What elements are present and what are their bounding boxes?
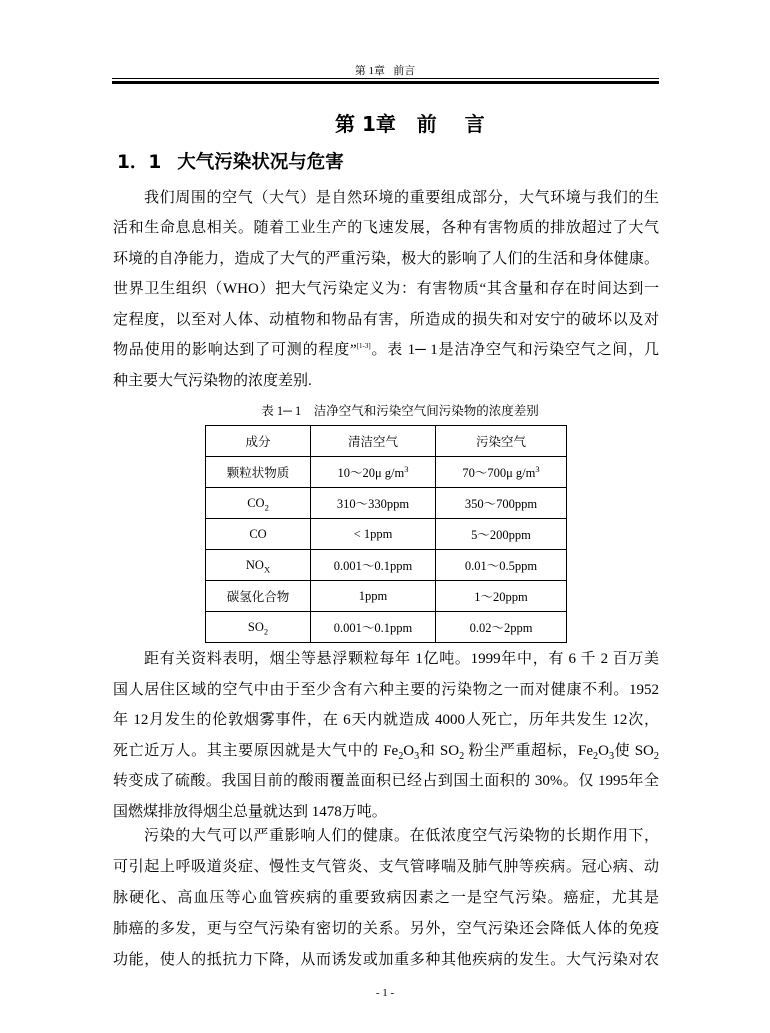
cell-text: < 1ppm xyxy=(353,526,393,541)
table-cell xyxy=(436,581,567,612)
paragraph-line: 环境的自净能力，造成了大气的严重污染，极大的影响了人们的生活和身体健康。 xyxy=(113,250,659,267)
subscript: 3 xyxy=(414,750,420,762)
table-cell xyxy=(311,612,436,643)
paragraph-line: 转变成了硫酸。我国目前的酸雨覆盖面积已经占到国土面积的 30%。仅 1995年全 xyxy=(113,773,659,789)
cell-text: 0.02～2ppm xyxy=(469,621,533,635)
header-rule-thin xyxy=(112,78,659,79)
table-cell xyxy=(206,519,311,550)
table-cell xyxy=(206,488,311,519)
subscript: 2 xyxy=(263,626,269,636)
subscript: 2 xyxy=(264,502,269,512)
superscript: 3 xyxy=(404,463,409,474)
table-row xyxy=(206,457,567,488)
paragraph-line: 国燃煤排放得烟尘总量就达到 1478万吨。 xyxy=(113,803,387,820)
table-cell xyxy=(206,581,311,612)
text-run: 。表 1─ 1是洁净空气和污染空气之间，几 xyxy=(370,342,659,358)
paragraph-line: 国人居住区域的空气中由于至少含有六种主要的污染物之一而对健康不利。1952 xyxy=(113,681,659,698)
table-cell xyxy=(311,550,436,581)
subscript: 2 xyxy=(398,750,404,762)
table-header-cell: 污染空气 xyxy=(436,426,567,457)
cell-text: CO xyxy=(247,495,265,510)
citation-reference: [1-3] xyxy=(356,342,371,350)
paragraph-line: 定程度，以至对人体、动植物和物品有害，所造成的损失和对安宁的破坏以及对 xyxy=(113,311,659,328)
paragraph-line: 世界卫生组织（WHO）把大气污染定义为：有害物质“其含量和存在时间达到一 xyxy=(113,281,659,297)
cell-text: 70～700μ g/m xyxy=(462,466,536,480)
table-header-cell: 成分 xyxy=(206,426,311,457)
text-run: 使 SO xyxy=(614,742,654,759)
paragraph-line xyxy=(113,335,659,366)
paragraph-line: 肺癌的多发，更与空气污染有密切的关系。另外，空气污染还会降低人体的免疫 xyxy=(113,921,659,937)
cell-text: CO xyxy=(249,526,267,541)
superscript: 3 xyxy=(535,463,540,474)
cell-text: 5～200ppm xyxy=(471,528,531,542)
subscript: X xyxy=(263,564,271,574)
table-cell xyxy=(436,612,567,643)
table-cell xyxy=(311,457,436,488)
cell-text: 颗粒状物质 xyxy=(226,466,290,480)
paragraph-line: 我们周围的空气（大气）是自然环境的重要组成部分，大气环境与我们的生 xyxy=(144,189,659,206)
subscript: 2 xyxy=(459,750,465,762)
paragraph-line: 距有关资料表明，烟尘等悬浮颗粒每年 1亿吨。1999年中，有 6 千 2 百万美 xyxy=(144,651,659,667)
cell-text: 0.001～0.1ppm xyxy=(333,559,413,573)
table-cell xyxy=(436,519,567,550)
table-row xyxy=(206,488,567,519)
cell-text: NO xyxy=(245,557,264,572)
cell-text: 1～20ppm xyxy=(474,590,528,604)
section-heading xyxy=(117,151,344,175)
text-run: 粉尘严重超标，Fe xyxy=(464,742,594,759)
table-cell xyxy=(436,488,567,519)
table-caption: 表 1─ 1 洁净空气和污染空气间污染物的浓度差别 xyxy=(261,404,539,418)
cell-text: 碳氢化合物 xyxy=(226,590,290,604)
table-cell xyxy=(206,457,311,488)
paragraph xyxy=(113,644,659,827)
header-rule-thick xyxy=(112,81,659,84)
subscript: 3 xyxy=(608,750,615,762)
cell-text: 1ppm xyxy=(358,588,388,603)
text-run: O xyxy=(598,742,609,759)
cell-text: SO xyxy=(247,619,264,634)
paragraph xyxy=(113,183,659,397)
text-run: 物品使用的影响达到了可测的程度” xyxy=(113,342,357,358)
paragraph-line: 污染的大气可以严重影响人们的健康。在低浓度空气污染物的长期作用下， xyxy=(144,828,659,844)
paragraph xyxy=(113,821,659,976)
table-header-row xyxy=(206,426,567,457)
table-row xyxy=(206,519,567,550)
table-cell xyxy=(311,488,436,519)
table-cell xyxy=(436,457,567,488)
paragraph-line: 可引起上呼吸道炎症、慢性支气管炎、支气管哮喘及肺气肿等疾病。冠心病、动 xyxy=(113,859,659,875)
table-row xyxy=(206,581,567,612)
table-cell xyxy=(206,612,311,643)
page-number: - 1 - xyxy=(375,987,395,999)
section-number: 1．1 xyxy=(117,152,162,173)
cell-text: 0.001～0.1ppm xyxy=(333,621,413,635)
text-run: O xyxy=(403,742,415,759)
cell-text: 10～20μ g/m xyxy=(337,466,405,480)
table-row xyxy=(206,550,567,581)
paragraph-line: 功能，使人的抵抗力下降，从而诱发或加重多种其他疾病的发生。大气污染对农 xyxy=(113,952,659,968)
paragraph-line: 种主要大气污染物的浓度差别. xyxy=(113,372,312,389)
subscript: 2 xyxy=(593,750,599,762)
table-cell xyxy=(206,550,311,581)
paragraph-line xyxy=(113,736,659,767)
cell-text: 310～330ppm xyxy=(336,497,410,511)
cell-text: 0.01～0.5ppm xyxy=(464,559,538,573)
table-row xyxy=(206,612,567,643)
concentration-table xyxy=(205,425,567,643)
running-header-title: 第 1章 前言 xyxy=(354,65,416,77)
text-run: 死亡近万人。其主要原因就是大气中的 Fe xyxy=(113,742,399,759)
table-cell xyxy=(311,581,436,612)
subscript: 2 xyxy=(653,750,659,762)
cell-text: 350～700ppm xyxy=(464,497,538,511)
paragraph-line: 脉硬化、高血压等心血管疾病的重要致病因素之一是空气污染。癌症，尤其是 xyxy=(113,890,659,906)
table-header-cell: 清洁空气 xyxy=(311,426,436,457)
paragraph-line: 年 12月发生的伦敦烟雾事件，在 6天内就造成 4000人死亡，历年共发生 12次， xyxy=(113,712,659,728)
chapter-title: 第 1章 前 言 xyxy=(335,112,485,136)
table-cell xyxy=(311,519,436,550)
paragraph-line: 活和生命息息相关。随着工业生产的飞速发展，各种有害物质的排放超过了大气 xyxy=(113,220,659,236)
text-run: 和 SO xyxy=(419,742,460,759)
table-cell xyxy=(436,550,567,581)
section-title: 大气污染状况与危害 xyxy=(177,152,344,173)
